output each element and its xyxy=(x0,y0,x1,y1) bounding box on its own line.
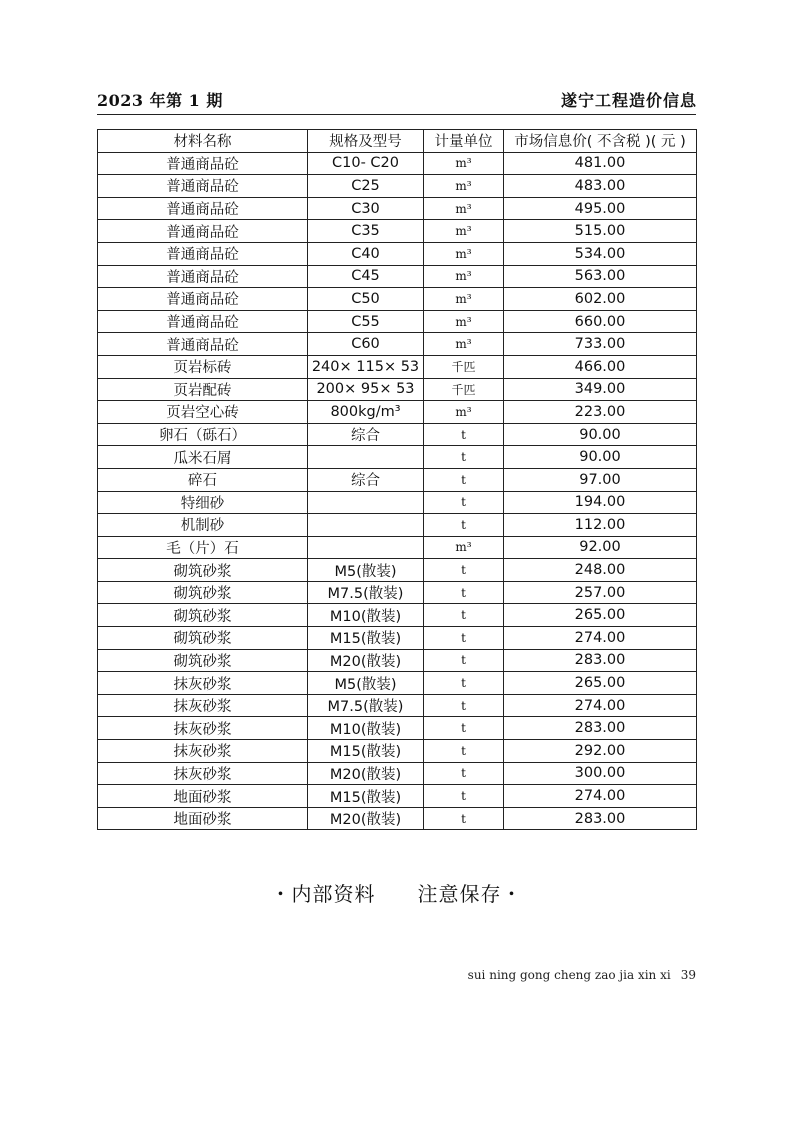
cell-unit: m³ xyxy=(424,288,504,311)
price-table xyxy=(97,129,697,830)
cell-price: 112.00 xyxy=(504,514,697,537)
cell-unit: t xyxy=(424,491,504,514)
cell-material-name: 页岩空心砖 xyxy=(98,401,308,424)
cell-material-name: 普通商品砼 xyxy=(98,175,308,198)
table-row xyxy=(98,288,697,311)
table-row xyxy=(98,378,697,401)
table-row xyxy=(98,265,697,288)
page-footer xyxy=(468,968,696,982)
cell-material-name: 抹灰砂浆 xyxy=(98,694,308,717)
table-row xyxy=(98,514,697,537)
cell-unit: m³ xyxy=(424,242,504,265)
table-row xyxy=(98,740,697,763)
cell-price: 90.00 xyxy=(504,423,697,446)
cell-spec: C60 xyxy=(308,333,424,356)
table-row xyxy=(98,649,697,672)
cell-price: 274.00 xyxy=(504,627,697,650)
cell-material-name: 机制砂 xyxy=(98,514,308,537)
cell-price: 481.00 xyxy=(504,152,697,175)
table-row xyxy=(98,333,697,356)
column-header-unit: 计量单位 xyxy=(424,130,504,153)
cell-unit: t xyxy=(424,514,504,537)
cell-spec: M15(散装) xyxy=(308,740,424,763)
cell-unit: t xyxy=(424,785,504,808)
table-row xyxy=(98,762,697,785)
cell-material-name: 卵石（砾石） xyxy=(98,423,308,446)
cell-spec: 800kg/m³ xyxy=(308,401,424,424)
cell-material-name: 普通商品砼 xyxy=(98,288,308,311)
cell-unit: t xyxy=(424,468,504,491)
cell-unit: m³ xyxy=(424,310,504,333)
column-header-name: 材料名称 xyxy=(98,130,308,153)
cell-price: 466.00 xyxy=(504,355,697,378)
cell-spec: C10- C20 xyxy=(308,152,424,175)
cell-material-name: 抹灰砂浆 xyxy=(98,740,308,763)
cell-material-name: 普通商品砼 xyxy=(98,220,308,243)
cell-material-name: 砌筑砂浆 xyxy=(98,581,308,604)
cell-material-name: 砌筑砂浆 xyxy=(98,649,308,672)
cell-unit: t xyxy=(424,581,504,604)
page-number: 39 xyxy=(680,968,696,982)
cell-material-name: 地面砂浆 xyxy=(98,785,308,808)
cell-spec: 240× 115× 53 xyxy=(308,355,424,378)
table-row xyxy=(98,401,697,424)
cell-unit: t xyxy=(424,807,504,830)
internal-notice: ・内部资料 注意保存・ xyxy=(270,882,523,906)
column-header-price: 市场信息价( 不含税 )( 元 ) xyxy=(504,130,697,153)
cell-unit: m³ xyxy=(424,197,504,220)
cell-material-name: 抹灰砂浆 xyxy=(98,762,308,785)
cell-material-name: 抹灰砂浆 xyxy=(98,672,308,695)
cell-price: 660.00 xyxy=(504,310,697,333)
publication-title: 遂宁工程造价信息 xyxy=(560,91,697,110)
cell-unit: m³ xyxy=(424,220,504,243)
cell-material-name: 毛（片）石 xyxy=(98,536,308,559)
footer-pinyin: sui ning gong cheng zao jia xin xi xyxy=(467,968,671,982)
cell-price: 283.00 xyxy=(504,717,697,740)
cell-spec: M5(散装) xyxy=(308,672,424,695)
cell-unit: t xyxy=(424,559,504,582)
cell-price: 283.00 xyxy=(504,649,697,672)
cell-unit: m³ xyxy=(424,333,504,356)
cell-material-name: 页岩配砖 xyxy=(98,378,308,401)
cell-price: 483.00 xyxy=(504,175,697,198)
table-row xyxy=(98,785,697,808)
cell-unit: t xyxy=(424,446,504,469)
cell-material-name: 瓜米石屑 xyxy=(98,446,308,469)
cell-spec: C40 xyxy=(308,242,424,265)
table-row xyxy=(98,310,697,333)
table-row xyxy=(98,197,697,220)
cell-material-name: 普通商品砼 xyxy=(98,152,308,175)
cell-spec: M7.5(散装) xyxy=(308,694,424,717)
cell-spec: 综合 xyxy=(308,468,424,491)
table-row xyxy=(98,491,697,514)
cell-material-name: 普通商品砼 xyxy=(98,197,308,220)
cell-spec: M7.5(散装) xyxy=(308,581,424,604)
table-row xyxy=(98,446,697,469)
cell-price: 733.00 xyxy=(504,333,697,356)
cell-material-name: 砌筑砂浆 xyxy=(98,559,308,582)
table-row xyxy=(98,627,697,650)
cell-price: 515.00 xyxy=(504,220,697,243)
cell-price: 223.00 xyxy=(504,401,697,424)
cell-price: 92.00 xyxy=(504,536,697,559)
cell-spec: M15(散装) xyxy=(308,627,424,650)
table-row xyxy=(98,536,697,559)
table-row xyxy=(98,175,697,198)
cell-material-name: 普通商品砼 xyxy=(98,265,308,288)
cell-unit: t xyxy=(424,762,504,785)
table-row xyxy=(98,672,697,695)
cell-unit: 千匹 xyxy=(424,355,504,378)
cell-material-name: 砌筑砂浆 xyxy=(98,627,308,650)
cell-spec: 综合 xyxy=(308,423,424,446)
cell-unit: t xyxy=(424,627,504,650)
price-table-body xyxy=(98,152,697,830)
table-row xyxy=(98,581,697,604)
cell-material-name: 抹灰砂浆 xyxy=(98,717,308,740)
table-row xyxy=(98,559,697,582)
table-header-row xyxy=(98,130,697,153)
cell-price: 90.00 xyxy=(504,446,697,469)
column-header-spec: 规格及型号 xyxy=(308,130,424,153)
cell-unit: m³ xyxy=(424,536,504,559)
cell-unit: t xyxy=(424,717,504,740)
table-row xyxy=(98,468,697,491)
cell-spec: M5(散装) xyxy=(308,559,424,582)
cell-price: 495.00 xyxy=(504,197,697,220)
cell-unit: m³ xyxy=(424,265,504,288)
cell-price: 265.00 xyxy=(504,672,697,695)
cell-price: 265.00 xyxy=(504,604,697,627)
cell-spec: C45 xyxy=(308,265,424,288)
table-row xyxy=(98,807,697,830)
table-row xyxy=(98,220,697,243)
cell-material-name: 普通商品砼 xyxy=(98,242,308,265)
table-row xyxy=(98,423,697,446)
table-row xyxy=(98,694,697,717)
cell-material-name: 普通商品砼 xyxy=(98,310,308,333)
header-rule xyxy=(97,114,696,115)
cell-spec xyxy=(308,536,424,559)
cell-price: 283.00 xyxy=(504,807,697,830)
cell-spec xyxy=(308,514,424,537)
cell-price: 534.00 xyxy=(504,242,697,265)
cell-material-name: 普通商品砼 xyxy=(98,333,308,356)
issue-label: 2023 年第 1 期 xyxy=(97,91,223,110)
table-row xyxy=(98,355,697,378)
cell-spec: C55 xyxy=(308,310,424,333)
cell-unit: m³ xyxy=(424,152,504,175)
cell-spec xyxy=(308,491,424,514)
cell-material-name: 地面砂浆 xyxy=(98,807,308,830)
cell-price: 563.00 xyxy=(504,265,697,288)
cell-price: 257.00 xyxy=(504,581,697,604)
cell-price: 292.00 xyxy=(504,740,697,763)
cell-unit: m³ xyxy=(424,175,504,198)
cell-spec: M15(散装) xyxy=(308,785,424,808)
cell-price: 274.00 xyxy=(504,785,697,808)
cell-price: 300.00 xyxy=(504,762,697,785)
cell-spec: M10(散装) xyxy=(308,717,424,740)
cell-spec: C50 xyxy=(308,288,424,311)
cell-price: 602.00 xyxy=(504,288,697,311)
table-row xyxy=(98,604,697,627)
cell-material-name: 砌筑砂浆 xyxy=(98,604,308,627)
cell-unit: t xyxy=(424,694,504,717)
cell-price: 274.00 xyxy=(504,694,697,717)
cell-spec: M20(散装) xyxy=(308,649,424,672)
cell-unit: t xyxy=(424,604,504,627)
cell-spec: M20(散装) xyxy=(308,807,424,830)
cell-price: 194.00 xyxy=(504,491,697,514)
cell-spec xyxy=(308,446,424,469)
cell-unit: t xyxy=(424,649,504,672)
table-row xyxy=(98,152,697,175)
cell-spec: M10(散装) xyxy=(308,604,424,627)
cell-unit: t xyxy=(424,423,504,446)
cell-price: 97.00 xyxy=(504,468,697,491)
table-row xyxy=(98,242,697,265)
cell-material-name: 特细砂 xyxy=(98,491,308,514)
cell-spec: 200× 95× 53 xyxy=(308,378,424,401)
cell-unit: m³ xyxy=(424,401,504,424)
cell-price: 248.00 xyxy=(504,559,697,582)
cell-spec: C30 xyxy=(308,197,424,220)
cell-unit: 千匹 xyxy=(424,378,504,401)
cell-unit: t xyxy=(424,672,504,695)
cell-price: 349.00 xyxy=(504,378,697,401)
cell-material-name: 页岩标砖 xyxy=(98,355,308,378)
cell-spec: C35 xyxy=(308,220,424,243)
cell-unit: t xyxy=(424,740,504,763)
table-row xyxy=(98,717,697,740)
cell-material-name: 碎石 xyxy=(98,468,308,491)
cell-spec: C25 xyxy=(308,175,424,198)
cell-spec: M20(散装) xyxy=(308,762,424,785)
